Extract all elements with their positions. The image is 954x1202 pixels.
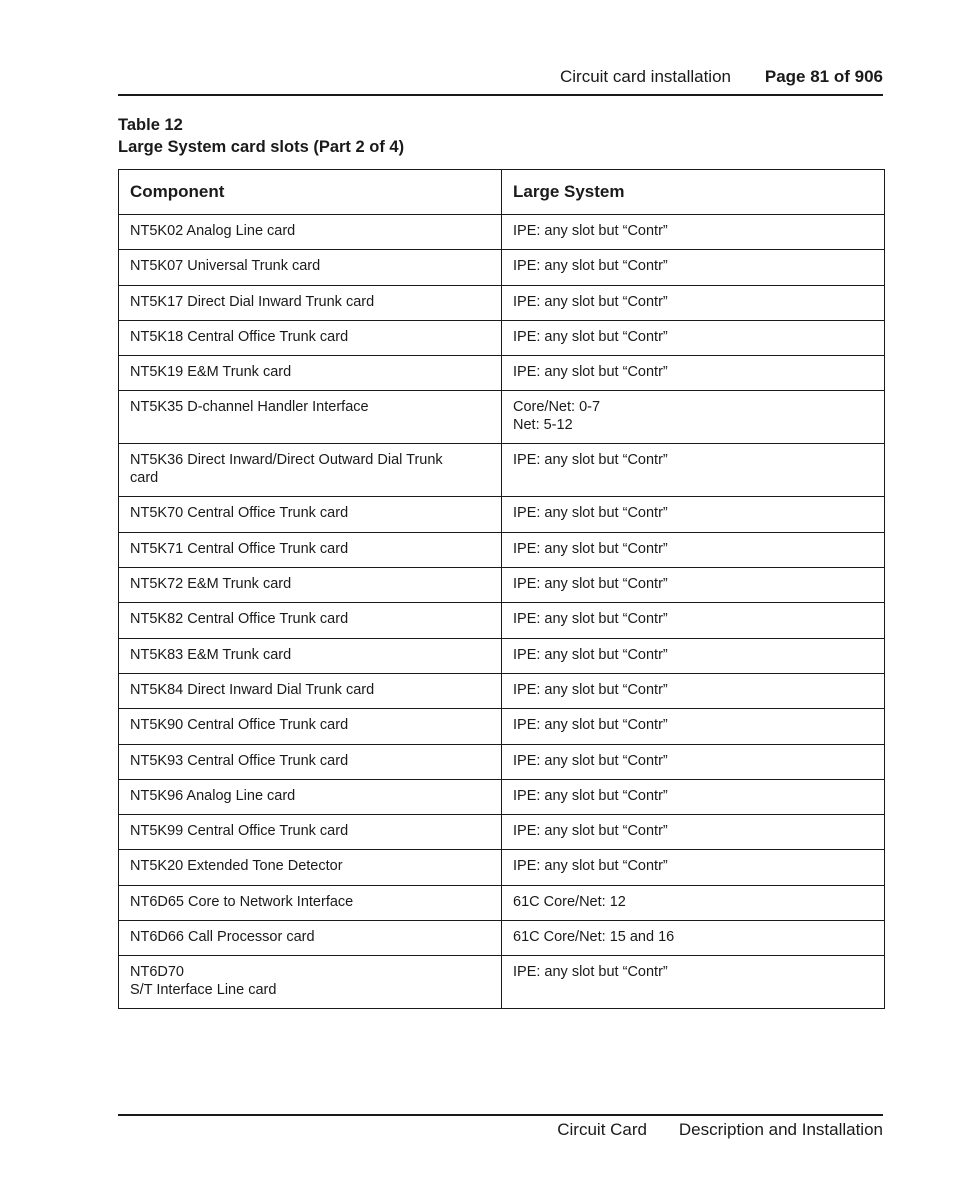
large-system-cell-text: Core/Net: 0-7 — [513, 399, 601, 416]
table-number: Table 12 — [118, 116, 183, 134]
large-system-cell — [502, 815, 885, 850]
large-system-cell-text: IPE: any slot but “Contr” — [513, 452, 668, 469]
footer-doc-title: Description and Installation — [678, 1120, 883, 1139]
component-cell — [119, 956, 502, 1009]
component-cell-text: NT5K02 Analog Line card — [130, 223, 296, 239]
component-cell-text: NT5K20 Extended Tone Detector — [130, 858, 343, 875]
table-row — [119, 779, 885, 814]
component-cell — [119, 885, 502, 920]
page-header — [118, 64, 883, 96]
component-cell — [119, 285, 502, 320]
large-system-cell-text: IPE: any slot but “Contr” — [513, 646, 668, 663]
large-system-cell — [502, 497, 885, 532]
large-system-cell — [502, 603, 885, 638]
table-row — [119, 603, 885, 638]
table-row — [119, 850, 885, 885]
table-row — [119, 391, 885, 444]
component-cell — [119, 497, 502, 532]
large-system-cell-text: IPE: any slot but “Contr” — [513, 293, 668, 310]
component-cell — [119, 815, 502, 850]
column-header-large-system: Large System — [502, 170, 885, 215]
table-body — [119, 215, 885, 1009]
component-cell — [119, 709, 502, 744]
component-cell — [119, 215, 502, 250]
large-system-cell — [502, 568, 885, 603]
table-row — [119, 285, 885, 320]
large-system-cell-text: Net: 5-12 — [513, 417, 573, 434]
column-header-component: Component — [119, 170, 502, 215]
component-cell — [119, 638, 502, 673]
component-cell-text: NT5K17 Direct Dial Inward Trunk card — [130, 293, 375, 310]
table-row — [119, 744, 885, 779]
component-cell-text: NT5K93 Central Office Trunk card — [130, 752, 349, 769]
table-row — [119, 497, 885, 532]
large-system-cell — [502, 215, 885, 250]
large-system-cell — [502, 638, 885, 673]
large-system-cell-text: IPE: any slot but “Contr” — [513, 681, 668, 698]
table-row — [119, 709, 885, 744]
table-row — [119, 885, 885, 920]
component-cell-text: NT6D70 — [130, 964, 184, 981]
component-cell — [119, 320, 502, 355]
large-system-cell — [502, 709, 885, 744]
large-system-cell — [502, 391, 885, 444]
table-row — [119, 921, 885, 956]
component-cell-text: NT5K84 Direct Inward Dial Trunk card — [130, 681, 375, 698]
component-cell-text: NT5K71 Central Office Trunk card — [130, 540, 349, 557]
large-system-cell-text: IPE: any slot but “Contr” — [513, 540, 668, 557]
large-system-cell-text: IPE: any slot but “Contr” — [513, 223, 668, 239]
table-row — [119, 250, 885, 285]
component-cell-text: NT5K70 Central Office Trunk card — [130, 505, 349, 522]
large-system-cell-text: 61C Core/Net: 15 and 16 — [513, 929, 675, 946]
table-row — [119, 320, 885, 355]
large-system-cell-text: IPE: any slot but “Contr” — [513, 611, 668, 628]
component-cell — [119, 603, 502, 638]
component-cell-text: NT5K07 Universal Trunk card — [130, 258, 321, 275]
component-cell — [119, 850, 502, 885]
component-cell — [119, 779, 502, 814]
table-caption — [118, 114, 404, 158]
large-system-cell — [502, 285, 885, 320]
large-system-cell-text: IPE: any slot but “Contr” — [513, 576, 668, 593]
table-row — [119, 638, 885, 673]
component-cell-text: NT5K19 E&M Trunk card — [130, 364, 292, 381]
footer-book-title: Circuit Card — [557, 1120, 647, 1139]
component-cell-text: NT5K35 D-channel Handler Interface — [130, 399, 369, 416]
component-cell-text: NT5K90 Central Office Trunk card — [130, 717, 349, 734]
large-system-cell-text: IPE: any slot but “Contr” — [513, 823, 668, 840]
large-system-cell — [502, 532, 885, 567]
table-row — [119, 356, 885, 391]
large-system-cell — [502, 744, 885, 779]
page-footer — [118, 1114, 883, 1144]
component-cell-text: NT5K18 Central Office Trunk card — [130, 328, 349, 345]
page-number: Page 81 of 906 — [764, 67, 883, 86]
table-row — [119, 215, 885, 250]
component-cell — [119, 921, 502, 956]
component-cell-text: NT6D66 Call Processor card — [130, 929, 315, 946]
component-cell — [119, 250, 502, 285]
large-system-cell-text: 61C Core/Net: 12 — [513, 893, 626, 910]
component-cell — [119, 744, 502, 779]
table-row — [119, 568, 885, 603]
large-system-cell — [502, 779, 885, 814]
table-row — [119, 532, 885, 567]
large-system-cell-text: IPE: any slot but “Contr” — [513, 505, 668, 522]
large-system-cell — [502, 250, 885, 285]
component-cell-text: NT5K72 E&M Trunk card — [130, 576, 292, 593]
large-system-cell — [502, 956, 885, 1009]
large-system-cell — [502, 885, 885, 920]
component-cell — [119, 532, 502, 567]
table-row — [119, 956, 885, 1009]
large-system-cell-text: IPE: any slot but “Contr” — [513, 964, 668, 981]
large-system-cell — [502, 921, 885, 956]
table-row — [119, 815, 885, 850]
component-cell-text: NT6D65 Core to Network Interface — [130, 893, 354, 910]
large-system-cell — [502, 320, 885, 355]
component-cell-text: NT5K83 E&M Trunk card — [130, 646, 292, 663]
section-title: Circuit card installation — [559, 67, 731, 86]
component-cell-text: S/T Interface Line card — [130, 982, 277, 999]
large-system-cell-text: IPE: any slot but “Contr” — [513, 752, 668, 769]
component-cell — [119, 356, 502, 391]
component-cell-text: NT5K36 Direct Inward/Direct Outward Dial Trunk — [130, 452, 443, 469]
large-system-cell-text: IPE: any slot but “Contr” — [513, 364, 668, 381]
component-cell — [119, 391, 502, 444]
large-system-cell-text: IPE: any slot but “Contr” — [513, 328, 668, 345]
large-system-cell — [502, 444, 885, 497]
table-header-row — [119, 170, 885, 215]
component-cell-text: card — [130, 470, 159, 487]
large-system-cell-text: IPE: any slot but “Contr” — [513, 787, 668, 804]
component-cell — [119, 568, 502, 603]
component-cell-text: NT5K99 Central Office Trunk card — [130, 823, 349, 840]
large-system-cell — [502, 356, 885, 391]
component-cell — [119, 673, 502, 708]
component-cell — [119, 444, 502, 497]
large-system-cell — [502, 673, 885, 708]
large-system-cell-text: IPE: any slot but “Contr” — [513, 258, 668, 275]
table-row — [119, 444, 885, 497]
large-system-cell — [502, 850, 885, 885]
table-title: Large System card slots (Part 2 of 4) — [118, 138, 405, 156]
component-cell-text: NT5K82 Central Office Trunk card — [130, 611, 349, 628]
component-cell-text: NT5K96 Analog Line card — [130, 787, 296, 804]
large-system-cell-text: IPE: any slot but “Contr” — [513, 858, 668, 875]
card-slots-table — [118, 169, 885, 1009]
table-row — [119, 673, 885, 708]
large-system-cell-text: IPE: any slot but “Contr” — [513, 717, 668, 734]
